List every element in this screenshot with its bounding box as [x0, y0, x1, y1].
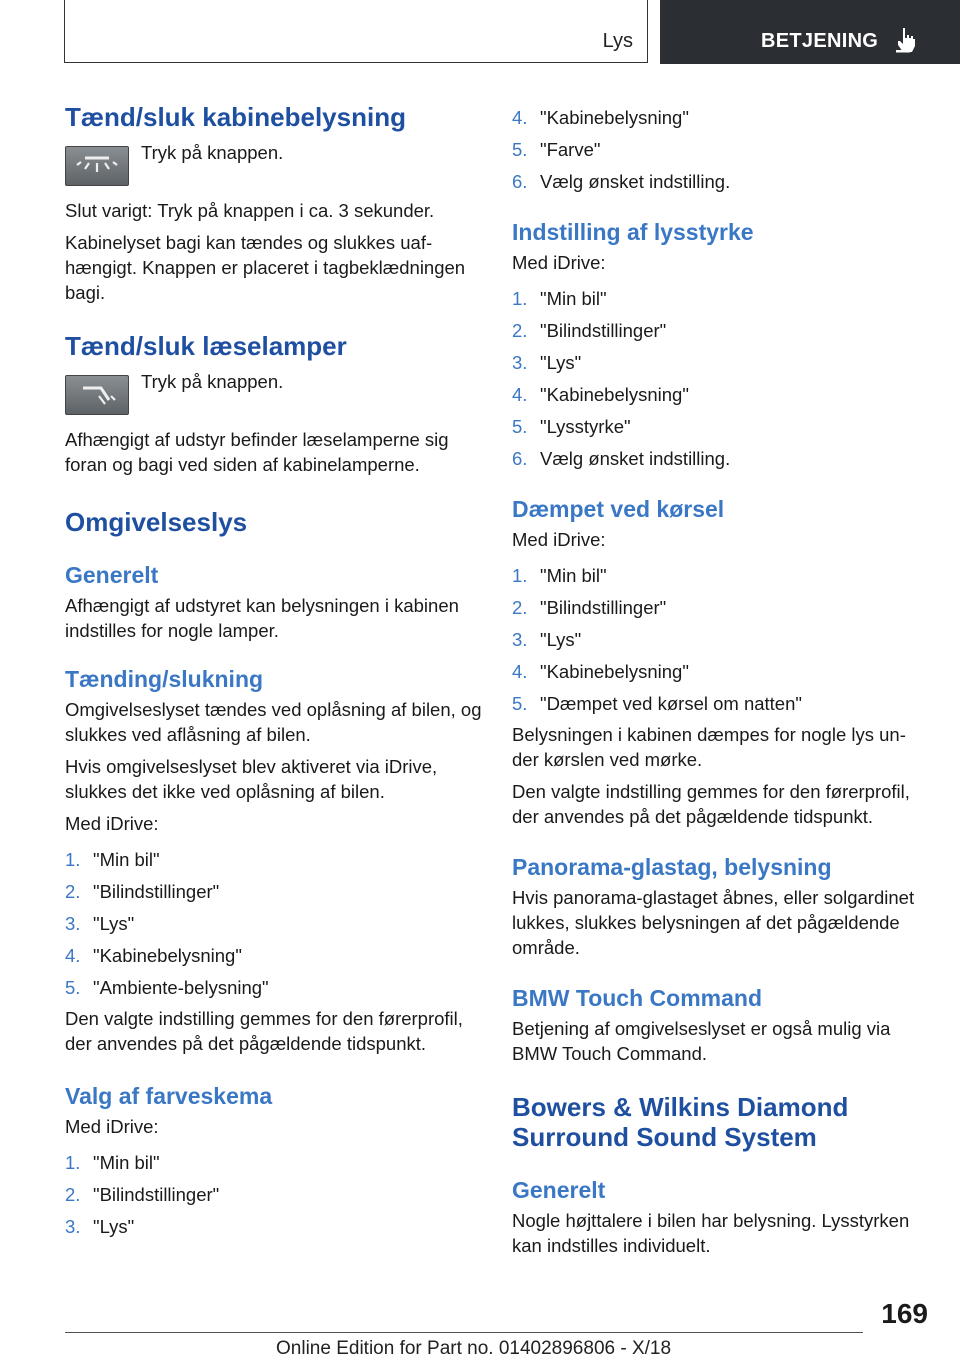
paragraph: Med iDrive:	[65, 813, 159, 834]
header-chapter-tab	[660, 0, 960, 64]
subsection-title: Dæmpet ved kørsel	[512, 496, 725, 522]
paragraph: Med iDrive:	[512, 529, 606, 550]
step-list	[512, 102, 930, 198]
paragraph: Den valgte indstilling gemmes for den førerprofil, der anvendes på det pågældende tidspunkt.	[512, 781, 910, 827]
paragraph: Med iDrive:	[512, 252, 606, 273]
list-item: 2. "Bilindstillinger"	[65, 1184, 220, 1205]
step-list	[512, 283, 930, 475]
list-item: 4. "Kabinebelysning"	[512, 107, 689, 128]
step-list	[512, 560, 930, 720]
paragraph: Belysningen i kabinen dæmpes for nogle lys un-der kørslen ved mørke.	[512, 724, 906, 770]
subsection-title: BMW Touch Command	[512, 985, 762, 1011]
list-item: 2. "Bilindstillinger"	[512, 597, 667, 618]
hand-pointer-icon	[894, 26, 920, 54]
list-item: 3. "Lys"	[512, 629, 582, 650]
left-column	[65, 102, 483, 1243]
list-item: 4. "Kabinebelysning"	[512, 384, 689, 405]
list-item: 3. "Lys"	[65, 913, 135, 934]
icon-instruction	[65, 142, 483, 186]
paragraph: Nogle højttalere i bilen har belysning. Lysstyrken kan indstilles individuelt.	[512, 1210, 910, 1256]
list-item: 6. Vælg ønsket indstilling.	[512, 171, 731, 192]
interior-light-button-icon	[65, 146, 129, 186]
footer-divider	[65, 1332, 863, 1333]
step-list	[65, 1147, 483, 1243]
section-title: Omgivelseslys	[65, 507, 248, 537]
list-item: 1. "Min bil"	[65, 849, 160, 870]
paragraph: Slut varigt: Tryk på knappen i ca. 3 sekunder.	[65, 200, 435, 221]
footer-edition-text: Online Edition for Part no. 01402896806 - X/18	[276, 1338, 672, 1359]
subsection-title: Generelt	[512, 1177, 606, 1203]
header-section-box	[64, 0, 648, 63]
subsection-title: Panorama-glastag, belysning	[512, 854, 832, 880]
section-title: Tænd/sluk kabinebelysning	[65, 102, 406, 132]
list-item: 1. "Min bil"	[65, 1152, 160, 1173]
subsection-title: Tænding/slukning	[65, 666, 264, 692]
paragraph: Med iDrive:	[65, 1116, 159, 1137]
section-title: Bowers & Wilkins Diamond Surround Sound System	[512, 1092, 849, 1152]
list-item: 1. "Min bil"	[512, 288, 607, 309]
list-item: 4. "Kabinebelysning"	[512, 661, 689, 682]
list-item: 4. "Kabinebelysning"	[65, 945, 242, 966]
list-item: 2. "Bilindstillinger"	[65, 881, 220, 902]
page-number: 169	[881, 1298, 928, 1329]
header-chapter-title: BETJENING	[761, 30, 879, 52]
paragraph: Afhængigt af udstyret kan belysningen i kabinen indstilles for nogle lamper.	[65, 595, 459, 641]
list-item: 3. "Lys"	[65, 1216, 135, 1237]
paragraph: Betjening af omgivelseslyset er også mulig via BMW Touch Command.	[512, 1018, 891, 1064]
list-item: 5. "Farve"	[512, 139, 601, 160]
paragraph: Den valgte indstilling gemmes for den førerprofil, der anvendes på det pågældende tidspunkt.	[65, 1008, 463, 1054]
paragraph: Hvis omgivelseslyset blev aktiveret via iDrive, slukkes det ikke ved oplåsning af bilen.	[65, 756, 438, 802]
subsection-title: Generelt	[65, 562, 159, 588]
icon-instruction-text: Tryk på knappen.	[141, 371, 284, 392]
paragraph: Omgivelseslyset tændes ved oplåsning af bilen, og slukkes ved aflåsning af bilen.	[65, 699, 482, 745]
icon-instruction	[65, 371, 483, 415]
subsection-title: Valg af farveskema	[65, 1083, 273, 1109]
subsection-title: Indstilling af lysstyrke	[512, 219, 754, 245]
step-list	[65, 844, 483, 1004]
paragraph: Afhængigt af udstyr befinder læselamperne sig foran og bagi ved siden af kabinelamperne.	[65, 429, 449, 475]
list-item: 5. "Lysstyrke"	[512, 416, 631, 437]
list-item: 1. "Min bil"	[512, 565, 607, 586]
icon-instruction-text: Tryk på knappen.	[141, 142, 284, 163]
section-title: Tænd/sluk læselamper	[65, 331, 347, 361]
right-column	[512, 102, 930, 1258]
paragraph: Hvis panorama-glastaget åbnes, eller solgardinet lukkes, slukkes belysningen af det pågældende område.	[512, 887, 915, 958]
list-item: 3. "Lys"	[512, 352, 582, 373]
list-item: 2. "Bilindstillinger"	[512, 320, 667, 341]
reading-light-button-icon	[65, 375, 129, 415]
list-item: 6. Vælg ønsket indstilling.	[512, 448, 731, 469]
paragraph: Kabinelyset bagi kan tændes og slukkes uaf-hængigt. Knappen er placeret i tagbeklædningen bagi.	[65, 232, 466, 303]
header-section-title: Lys	[602, 30, 633, 52]
list-item: 5. "Ambiente-belysning"	[65, 977, 269, 998]
list-item: 5. "Dæmpet ved kørsel om natten"	[512, 693, 802, 714]
